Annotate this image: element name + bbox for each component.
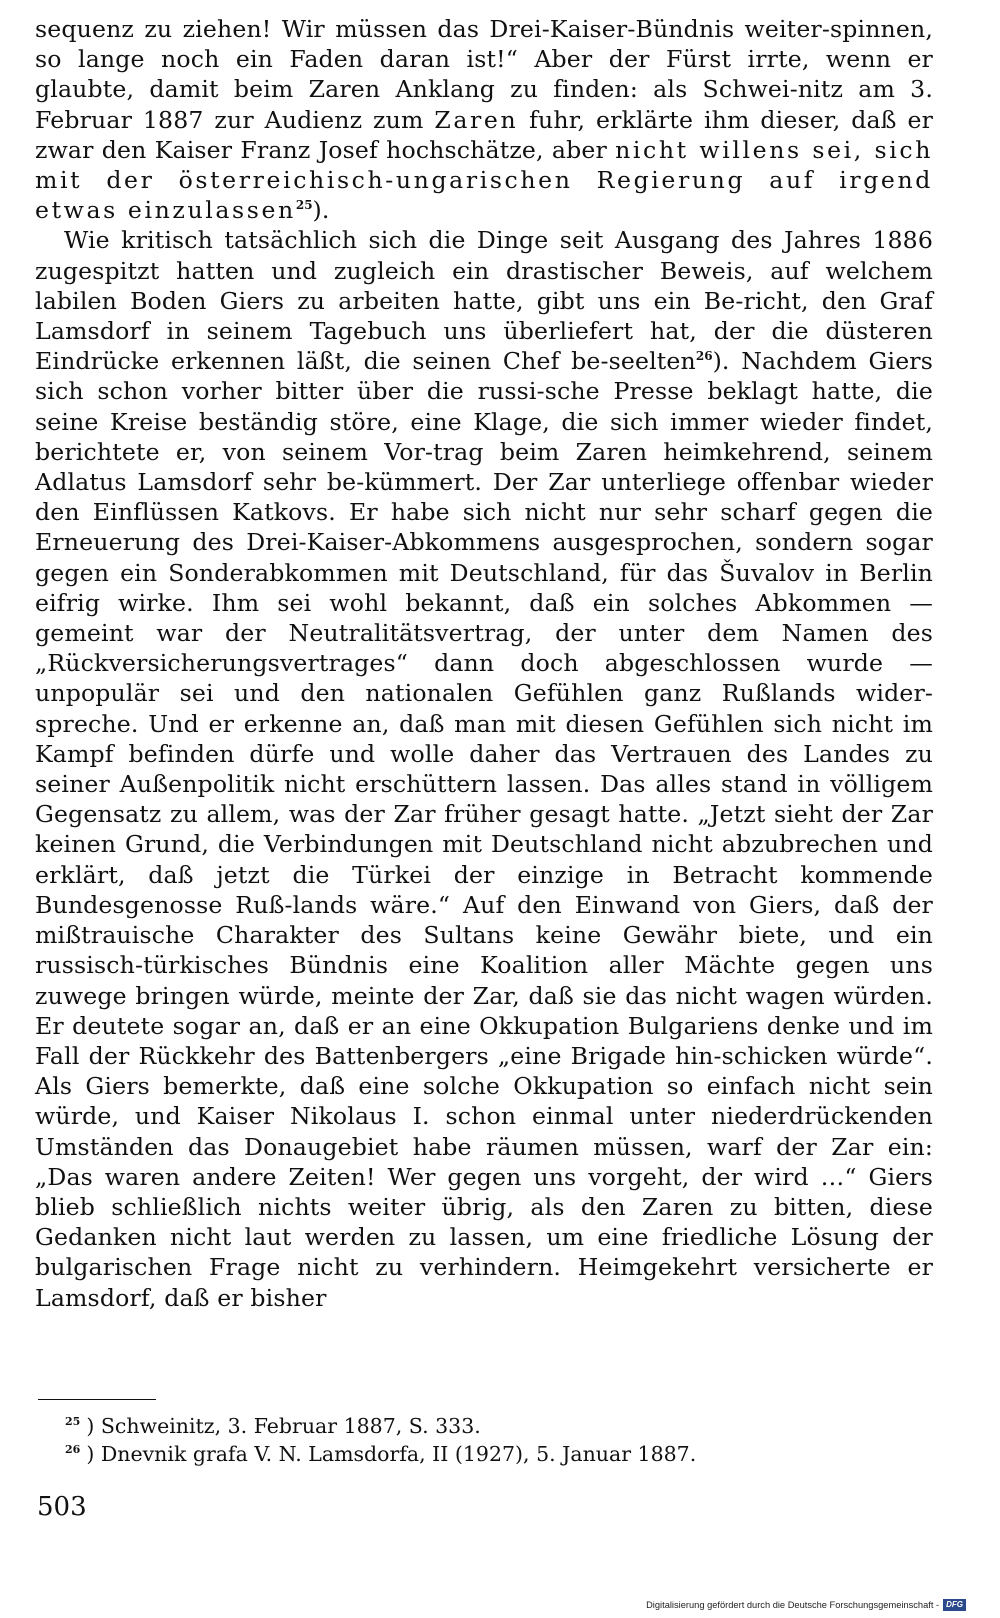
paragraph [35,225,933,1312]
footnote-text: ) Dnevnik grafa V. N. Lamsdorfa, II (1927), 5. Januar 1887. [86,1442,697,1466]
footnote-rule [38,1399,156,1400]
text-segment: ). [312,196,330,225]
footnote-ref: 26 [695,349,713,364]
text-segment: Wie kritisch tatsächlich sich die Dinge seit Ausgang des Jahres 1886 zugespitzt hatten und zugleich ein drastischer Beweis, auf welchem labilen Boden Giers zu arbeiten hatte, gibt uns ein Be-richt, den Graf Lamsdorf in seinem Tagebuch uns überliefert hat, der die düsteren Eindrücke erkennen läßt, die seinen Chef be-seelten [35,226,933,376]
paragraph [35,14,933,225]
footnote-mark: 26 [65,1443,81,1456]
text-segment: fuhr, erklärte ihm dieser, daß er zwar den Kaiser Franz Josef hochschätze, aber [35,105,934,164]
dfg-logo: DFG [943,1599,966,1611]
text-segment: Zaren [434,105,519,134]
text-segment: ). Nachdem Giers sich schon vorher bitter über die russi-sche Presse beklagt hatte, die seine Kreise beständig störe, eine Klage, die sich immer wieder findet, berichtete er, von seinem Vor-trag beim Zaren heimkehrend, seinem Adlatus Lamsdorf sehr be-kümmert. Der Zar unterliege offenbar wieder den Einflüssen Katkovs. Er habe sich nicht nur sehr scharf gegen die Erneuerung des Drei-Kaiser-Abkommens ausgesprochen, sondern sogar gegen ein Sonderabkommen mit Deutschland, für das Šuvalov in Berlin eifrig wirke. Ihm sei wohl bekannt, daß ein solches Abkommen — gemeint war der Neutralitätsvertrag, der unter dem Namen des „Rückversicherungsvertrages“ dann doch abgeschlossen wurde — unpopulär sei und den nationalen Gefühlen ganz Rußlands wider-spreche. Und er erkenne an, daß man mit diesen Gefühlen sich nicht im Kampf befinden dürfe und wolle daher das Vertrauen des Landes zu seiner Außenpolitik nicht erschüttern lassen. Das alles stand in völligem Gegensatz zu allem, was der Zar früher gesagt hatte. „Jetzt sieht der Zar keinen Grund, die Verbindungen mit Deutschland nicht abzubrechen und erklärt, daß jetzt die Türkei der einzige in Betracht kommende Bundesgenosse Ruß-lands wäre.“ Auf den Einwand von Giers, daß der mißtrauische Charakter des Sultans keine Gewähr biete, und ein russisch-türkisches Bündnis eine Koalition aller Mächte gegen uns zuwege bringen würde, meinte der Zar, daß sie das nicht wagen würden. Er deutete sogar an, daß er an eine Okkupation Bulgariens denke und im Fall der Rückkehr des Battenbergers „eine Brigade hin-schicken würde“. Als Giers bemerkte, daß eine solche Okkupation so einfach nicht sein würde, und Kaiser Nikolaus I. schon einmal unter niederdrückenden Umständen das Donaugebiet habe räumen müssen, warf der Zar ein: „Das waren andere Zeiten! Wer gegen uns vorgeht, der wird …“ Giers blieb schließlich nichts weiter übrig, als den Zaren zu bitten, diese Gedanken nicht laut werden zu lassen, um eine friedliche Lösung der bulgarischen Frage nicht zu verhindern. Heimgekehrt versicherte er Lamsdorf, daß er bisher [35,347,933,1312]
text-segment: nicht willens sei, sich mit der österreichisch-ungarischen Regierung auf irgend etwas einzulassen [35,135,933,225]
credit-text: Digitalisierung gefördert durch die Deutsche Forschungsgemeinschaft - [646,1600,940,1610]
footnote-text: ) Schweinitz, 3. Februar 1887, S. 333. [86,1414,481,1438]
footnotes [65,1412,925,1468]
footnote [65,1440,925,1468]
digitization-credit [646,1598,966,1612]
footnote-mark: 25 [65,1415,81,1428]
footnote-ref: 25 [295,198,313,213]
page-number: 503 [37,1492,87,1522]
footnote [65,1412,925,1440]
body-text [35,14,933,1313]
text-segment: sequenz zu ziehen! Wir müssen das Drei-Kaiser-Bündnis weiter-spinnen, so lange noch ein Faden daran ist!“ Aber der Fürst irrte, wenn er glaubte, damit beim Zaren Anklang zu finden: als Schwei-nitz am 3. Februar 1887 zur Audienz zum [35,15,933,134]
